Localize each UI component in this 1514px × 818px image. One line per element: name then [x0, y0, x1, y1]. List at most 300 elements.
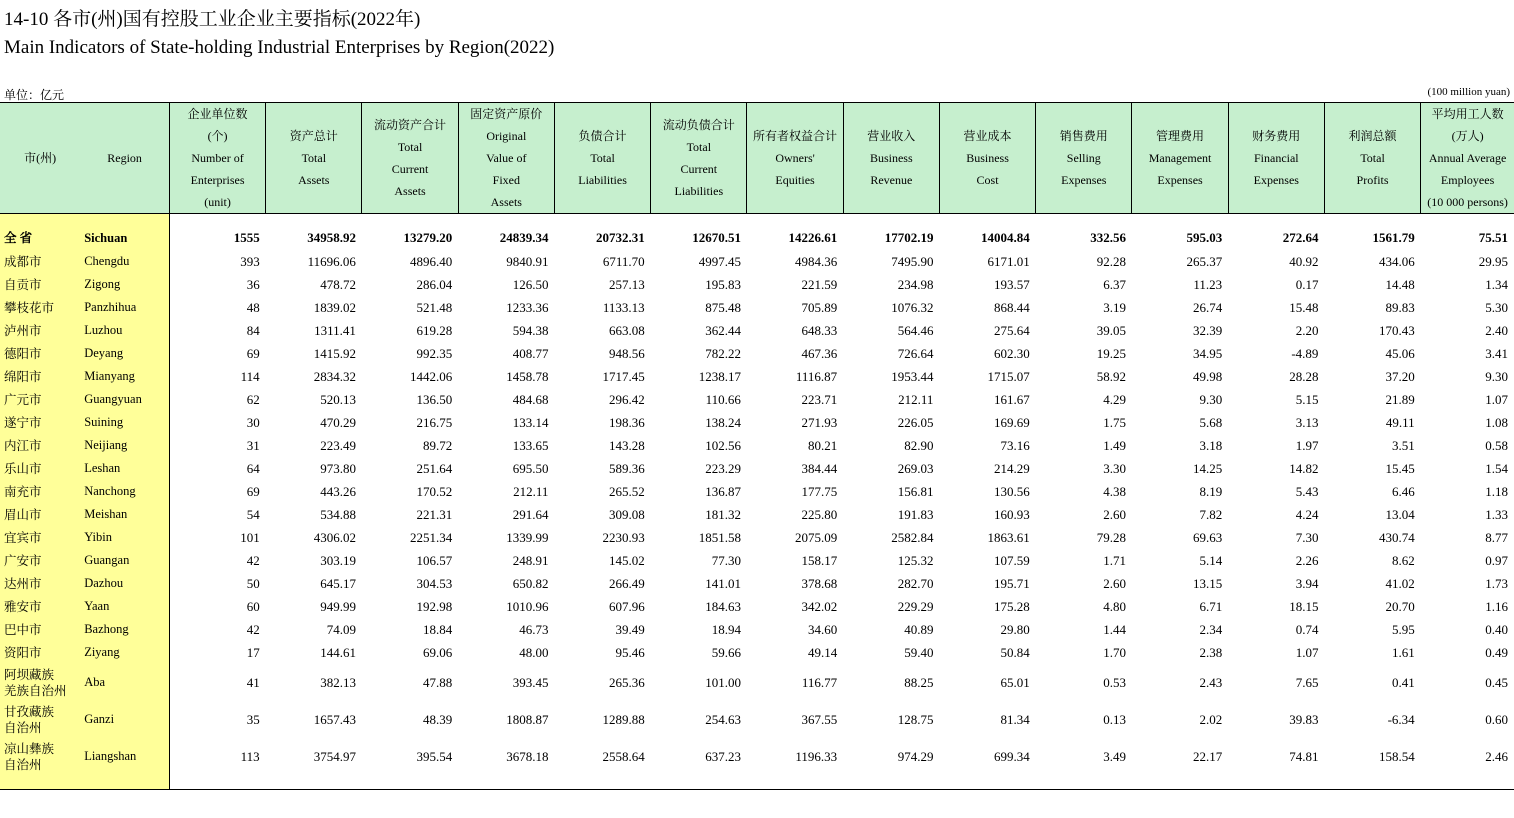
table-cell: 8.62 [1391, 552, 1415, 568]
table-cell: 8.77 [1485, 529, 1508, 545]
table-cell: 40.89 [904, 621, 934, 637]
region-name-line: 自治州 [4, 720, 42, 735]
region-name-en: Luzhou [80, 319, 169, 342]
table-cell: 367.55 [801, 711, 838, 727]
region-name-cn [0, 549, 80, 572]
table-cell: 48.00 [519, 644, 549, 660]
table-cell: 650.82 [512, 575, 549, 591]
header-line: Fixed [492, 173, 520, 187]
table-cell: 974.29 [897, 748, 934, 764]
table-cell: 47.88 [422, 674, 453, 690]
table-cell: 1.61 [1391, 644, 1415, 660]
column-header [1324, 103, 1420, 214]
table-cell: 0.13 [1103, 711, 1126, 727]
table-cell: 77.30 [711, 552, 741, 568]
table-cell: 88.25 [904, 674, 934, 690]
table-body [0, 214, 1514, 790]
table-row [0, 480, 1514, 503]
table-cell: 1953.44 [891, 368, 934, 384]
table-cell: 1.70 [1103, 644, 1126, 660]
table-cell: 521.48 [416, 299, 453, 315]
table-cell: 1442.06 [409, 368, 453, 384]
region-name-cn [0, 296, 80, 319]
table-cell: 1.07 [1295, 644, 1319, 660]
spacer-cell [747, 775, 843, 790]
table-cell: 193.57 [993, 276, 1030, 292]
table-cell: 2.60 [1103, 506, 1126, 522]
table-row [0, 434, 1514, 457]
column-header [1132, 103, 1228, 214]
table-cell: 14.82 [1289, 460, 1319, 476]
table-row [0, 595, 1514, 618]
region-name-en: Meishan [80, 503, 169, 526]
table-cell: 1715.07 [987, 368, 1030, 384]
region-name-line: 内江市 [4, 438, 42, 453]
header-line: Expenses [1061, 173, 1107, 187]
table-cell: 160.93 [993, 506, 1030, 522]
table-cell: 95.46 [615, 644, 645, 660]
spacer-cell [266, 214, 362, 227]
table-cell: 7.65 [1295, 674, 1319, 690]
header-line: Expenses [1253, 173, 1299, 187]
table-cell: 107.59 [993, 552, 1030, 568]
table-cell: 2251.34 [409, 529, 453, 545]
table-cell: 4984.36 [794, 253, 838, 269]
table-cell: 948.56 [608, 345, 645, 361]
region-name-cn [0, 226, 80, 250]
header-line: Value of [486, 151, 527, 165]
table-row [0, 411, 1514, 434]
spacer-cell [1036, 214, 1132, 227]
table-row [0, 572, 1514, 595]
table-cell: 726.64 [897, 345, 934, 361]
table-cell: 332.56 [1090, 230, 1126, 245]
region-name-en: Yibin [80, 526, 169, 549]
header-line: Assets [394, 184, 426, 198]
column-header [1421, 103, 1514, 214]
table-cell: 144.61 [320, 644, 356, 660]
table-cell: 2075.09 [794, 529, 838, 545]
table-cell: 4896.40 [409, 253, 453, 269]
table-cell: 2.02 [1199, 711, 1223, 727]
table-cell: 303.19 [320, 552, 356, 568]
table-cell: 7.30 [1295, 529, 1319, 545]
table-cell: 1.07 [1485, 391, 1508, 407]
table-cell: 286.04 [416, 276, 453, 292]
table-cell: 393.45 [512, 674, 549, 690]
table-cell: 7.82 [1199, 506, 1223, 522]
region-name-en: Nanchong [80, 480, 169, 503]
region-name-line: 自治州 [4, 757, 42, 772]
region-name-en: Yaan [80, 595, 169, 618]
table-cell: 2.20 [1295, 322, 1319, 338]
table-cell: 223.29 [705, 460, 741, 476]
table-cell: 3678.18 [506, 748, 549, 764]
table-cell: 82.90 [904, 437, 934, 453]
region-name-cn [0, 434, 80, 457]
header-line: 营业成本 [963, 129, 1012, 143]
region-name-en: Suining [80, 411, 169, 434]
table-cell: 443.26 [320, 483, 356, 499]
table-cell: 430.74 [1378, 529, 1415, 545]
table-row [0, 738, 1514, 775]
region-name-cn [0, 664, 80, 701]
region-name-line: 乐山市 [4, 461, 42, 476]
table-cell: 2582.84 [891, 529, 934, 545]
table-cell: 17 [169, 641, 265, 664]
table-cell: 40.92 [1289, 253, 1319, 269]
page-title: 14-10 各市(州)国有控股工业企业主要指标(2022年) [4, 9, 421, 30]
table-cell: 0.17 [1295, 276, 1319, 292]
table-cell: 695.50 [512, 460, 549, 476]
table-cell: 973.80 [320, 460, 356, 476]
table-cell: 161.67 [993, 391, 1030, 407]
table-cell: 223.71 [801, 391, 838, 407]
table-cell: 229.29 [897, 598, 934, 614]
table-row [0, 457, 1514, 480]
header-line: Profits [1356, 173, 1389, 187]
region-name-line: 广安市 [4, 553, 42, 568]
table-cell: 35 [169, 701, 265, 738]
table-cell: 2.34 [1199, 621, 1223, 637]
table-cell: 3.49 [1103, 748, 1126, 764]
table-cell: 257.13 [608, 276, 645, 292]
table-cell: 13.04 [1385, 506, 1415, 522]
table-cell: 1133.13 [602, 299, 645, 315]
header-line: Liabilities [578, 173, 627, 187]
table-cell: 384.44 [801, 460, 838, 476]
table-cell: 1.49 [1103, 437, 1126, 453]
spacer-cell [362, 214, 458, 227]
region-name-cn [0, 641, 80, 664]
region-name-line: 达州市 [4, 576, 42, 591]
region-name-en: Bazhong [80, 618, 169, 641]
table-cell: 6.37 [1103, 276, 1126, 292]
table-cell: 589.36 [608, 460, 645, 476]
table-cell: 128.75 [897, 711, 934, 727]
table-cell: 1.73 [1485, 575, 1508, 591]
header-line: 销售费用 [1059, 129, 1108, 143]
table-cell: 64 [169, 457, 265, 480]
table-cell: 41 [169, 664, 265, 701]
table-cell: 3.18 [1199, 437, 1223, 453]
spacer-cell [80, 775, 169, 790]
region-name-line: 南充市 [4, 484, 42, 499]
table-cell: 15.48 [1289, 299, 1319, 315]
region-name-en: Ziyang [80, 641, 169, 664]
table-cell: 520.13 [320, 391, 356, 407]
region-name-en: Neijiang [80, 434, 169, 457]
column-header [80, 103, 169, 214]
table-cell: 1.16 [1485, 598, 1508, 614]
region-name-en: Chengdu [80, 250, 169, 273]
region-name-en: Leshan [80, 457, 169, 480]
column-header [169, 103, 265, 214]
region-name-line: 遂宁市 [4, 415, 42, 430]
table-cell: 19.25 [1096, 345, 1126, 361]
unit-label-en: (100 million yuan) [1427, 86, 1510, 98]
table-cell: 175.28 [993, 598, 1030, 614]
region-name-en: Mianyang [80, 365, 169, 388]
region-name-cn [0, 365, 80, 388]
table-cell: -4.89 [1291, 345, 1319, 361]
region-name-line: 羌族自治州 [4, 683, 67, 698]
table-cell: 4306.02 [313, 529, 356, 545]
table-cell: 1717.45 [602, 368, 645, 384]
table-cell: 26.74 [1192, 299, 1223, 315]
table-cell: 1.44 [1103, 621, 1126, 637]
table-row [0, 226, 1514, 250]
column-header [651, 103, 747, 214]
table-cell: 2.38 [1199, 644, 1223, 660]
table-cell: 49.98 [1192, 368, 1223, 384]
table-cell: 106.57 [416, 552, 453, 568]
table-cell: 602.30 [993, 345, 1030, 361]
table-cell: 46.73 [519, 621, 549, 637]
table-cell: 5.43 [1295, 483, 1319, 499]
table-cell: 275.64 [993, 322, 1030, 338]
table-cell: 9.30 [1485, 368, 1508, 384]
table-cell: 69.63 [1192, 529, 1223, 545]
table-cell: 125.32 [897, 552, 934, 568]
table-cell: 216.75 [416, 414, 453, 430]
header-line: Cost [976, 173, 999, 187]
table-cell: 20.70 [1385, 598, 1415, 614]
table-row [0, 503, 1514, 526]
table-cell: 1839.02 [313, 299, 356, 315]
header-line: (10 000 persons) [1427, 195, 1508, 209]
table-cell: 32.39 [1192, 322, 1223, 338]
table-cell: 1657.43 [313, 711, 356, 727]
header-line: 所有者权益合计 [753, 129, 838, 143]
table-cell: 645.17 [320, 575, 356, 591]
table-cell: 14226.61 [788, 230, 838, 245]
header-line: Enterprises [190, 173, 245, 187]
table-cell: 18.84 [422, 621, 453, 637]
table-cell: 6711.70 [602, 253, 645, 269]
header-line: (unit) [204, 195, 231, 209]
table-cell: 0.40 [1485, 621, 1508, 637]
table-cell: 619.28 [416, 322, 453, 338]
table-row [0, 296, 1514, 319]
table-cell: 2.40 [1485, 322, 1508, 338]
table-cell: 1.97 [1295, 437, 1319, 453]
table-cell: 3.41 [1485, 345, 1508, 361]
table-cell: 5.95 [1391, 621, 1415, 637]
table-cell: 177.75 [801, 483, 838, 499]
table-cell: 4.29 [1103, 391, 1126, 407]
table-cell: 6.71 [1199, 598, 1223, 614]
region-name-en: Sichuan [80, 226, 169, 250]
table-cell: 1233.36 [506, 299, 549, 315]
region-name-en: Zigong [80, 273, 169, 296]
table-cell: 113 [169, 738, 265, 775]
table-cell: 265.37 [1186, 253, 1223, 269]
region-name-cn [0, 319, 80, 342]
region-name-line: 宜宾市 [4, 530, 42, 545]
column-header [266, 103, 362, 214]
table-cell: 39.49 [615, 621, 645, 637]
spacer-cell [651, 775, 747, 790]
table-cell: 378.68 [801, 575, 838, 591]
table-cell: 251.64 [416, 460, 453, 476]
table-cell: 20732.31 [595, 230, 645, 245]
table-cell: 3.13 [1295, 414, 1319, 430]
table-cell: 2.46 [1485, 748, 1508, 764]
region-name-cn [0, 250, 80, 273]
table-cell: 145.02 [608, 552, 645, 568]
table-cell: 234.98 [897, 276, 934, 292]
header-line: 企业单位数 [187, 107, 248, 121]
column-header [362, 103, 458, 214]
table-cell: 48 [169, 296, 265, 319]
table-cell: 3754.97 [313, 748, 356, 764]
table-cell: 89.72 [422, 437, 453, 453]
table-cell: 212.11 [898, 391, 934, 407]
table-cell: 15.45 [1385, 460, 1415, 476]
spacer-cell [1036, 775, 1132, 790]
table-row [0, 319, 1514, 342]
header-line: Total [686, 140, 712, 154]
table-cell: 949.99 [320, 598, 356, 614]
region-name-en: Panzhihua [80, 296, 169, 319]
table-cell: 3.51 [1391, 437, 1415, 453]
table-cell: 992.35 [416, 345, 453, 361]
table-cell: 49.11 [1385, 414, 1415, 430]
region-name-cn [0, 388, 80, 411]
region-name-cn [0, 342, 80, 365]
table-cell: 36 [169, 273, 265, 296]
table-cell: 5.14 [1199, 552, 1223, 568]
table-cell: 92.28 [1096, 253, 1126, 269]
spacer-cell [1132, 775, 1228, 790]
region-name-cn [0, 457, 80, 480]
table-cell: 14.48 [1385, 276, 1415, 292]
table-row [0, 273, 1514, 296]
table-cell: 2558.64 [602, 748, 645, 764]
table-cell: 74.09 [326, 621, 356, 637]
table-cell: 59.66 [711, 644, 741, 660]
table-cell: 1010.96 [506, 598, 549, 614]
table-cell: 191.83 [897, 506, 934, 522]
region-name-line: 雅安市 [4, 599, 42, 614]
table-cell: 5.68 [1199, 414, 1223, 430]
header-line: Assets [298, 173, 330, 187]
table-cell: 225.80 [801, 506, 838, 522]
header-line: Expenses [1157, 173, 1203, 187]
region-name-en: Liangshan [80, 738, 169, 775]
header-line: Number of [191, 151, 244, 165]
table-cell: 1339.99 [506, 529, 549, 545]
table-cell: 102.56 [705, 437, 741, 453]
header-line: Business [869, 151, 913, 165]
table-cell: 1.75 [1103, 414, 1126, 430]
table-row [0, 250, 1514, 273]
table-cell: 1238.17 [698, 368, 741, 384]
table-cell: 28.28 [1289, 368, 1319, 384]
table-cell: 158.54 [1378, 748, 1415, 764]
table-cell: 534.88 [320, 506, 356, 522]
table-cell: 58.92 [1096, 368, 1126, 384]
region-name-cn [0, 273, 80, 296]
table-cell: 362.44 [705, 322, 741, 338]
spacer-row [0, 214, 1514, 227]
table-cell: 3.94 [1295, 575, 1319, 591]
table-cell: 49.14 [807, 644, 838, 660]
table-cell: 22.17 [1192, 748, 1223, 764]
table-cell: 89.83 [1385, 299, 1415, 315]
table-cell: 170.52 [416, 483, 453, 499]
region-name-line: 成都市 [4, 254, 42, 269]
table-cell: 2.60 [1103, 575, 1126, 591]
header-line: Financial [1253, 151, 1299, 165]
table-cell: 637.23 [705, 748, 741, 764]
table-cell: 1808.87 [506, 711, 549, 727]
header-line: 市(州) [24, 151, 57, 165]
spacer-cell [747, 214, 843, 227]
table-cell: 304.53 [416, 575, 453, 591]
table-row [0, 388, 1514, 411]
table-cell: 133.65 [512, 437, 549, 453]
table-cell: 248.91 [512, 552, 549, 568]
table-cell: 62 [169, 388, 265, 411]
header-line: Current [391, 162, 429, 176]
table-cell: 39.05 [1096, 322, 1126, 338]
header-line: 利润总额 [1348, 129, 1397, 143]
table-cell: 101 [169, 526, 265, 549]
table-cell: 1289.88 [602, 711, 645, 727]
table-cell: 79.28 [1096, 529, 1126, 545]
spacer-cell [0, 214, 80, 227]
table-cell: 21.89 [1385, 391, 1415, 407]
spacer-cell [554, 775, 650, 790]
table-cell: 2.43 [1199, 674, 1223, 690]
table-cell: 648.33 [801, 322, 838, 338]
table-row [0, 526, 1514, 549]
spacer-cell [1421, 214, 1514, 227]
indicators-table [0, 102, 1514, 790]
table-cell: 24839.34 [499, 230, 549, 245]
spacer-cell [939, 775, 1035, 790]
table-cell: 34.95 [1192, 345, 1223, 361]
table-cell: 116.77 [801, 674, 838, 690]
table-cell: 130.56 [993, 483, 1030, 499]
spacer-cell [939, 214, 1035, 227]
table-cell: 29.80 [1000, 621, 1030, 637]
table-cell: 110.66 [705, 391, 741, 407]
table-cell: 50.84 [1000, 644, 1030, 660]
page-subtitle: Main Indicators of State-holding Industrial Enterprises by Region(2022) [4, 37, 555, 58]
header-line: Total [301, 151, 327, 165]
table-cell: 80.21 [807, 437, 838, 453]
table-cell: 184.63 [705, 598, 741, 614]
table-row [0, 549, 1514, 572]
table-cell: 1.71 [1103, 552, 1126, 568]
spacer-cell [0, 775, 80, 790]
table-cell: 126.50 [512, 276, 549, 292]
table-cell: 271.93 [801, 414, 838, 430]
header-line: Liabilities [674, 184, 724, 198]
table-cell: 223.49 [320, 437, 356, 453]
header-line: 平均用工人数 [1431, 107, 1504, 121]
table-cell: 0.53 [1103, 674, 1126, 690]
table-cell: 2230.93 [602, 529, 645, 545]
table-cell: 11.23 [1193, 276, 1223, 292]
region-name-line: 凉山彝族 [4, 741, 55, 756]
region-name-cn [0, 701, 80, 738]
column-header [939, 103, 1035, 214]
header-line: 流动负债合计 [662, 118, 735, 132]
